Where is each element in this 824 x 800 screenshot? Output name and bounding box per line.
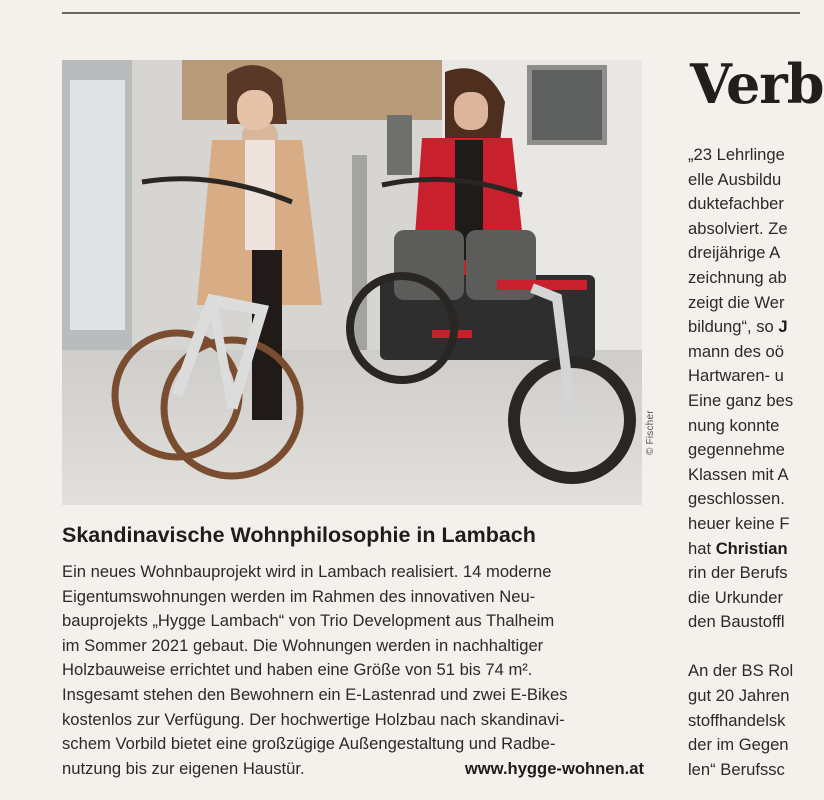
right-line: zeigt die Wer — [688, 292, 785, 312]
right-line: elle Ausbildu — [688, 169, 782, 189]
body-line: nutzung bis zur eigenen Haustür. — [62, 758, 305, 778]
right-line: gegennehme — [688, 440, 785, 460]
paragraph-gap — [688, 635, 793, 660]
article-headline: Skandinavische Wohnphilosophie in Lambach — [62, 523, 536, 547]
right-line: „23 Lehrlinge — [688, 145, 785, 164]
body-line: Eigentumswohnungen werden im Rahmen des innovativen Neu- — [62, 586, 536, 606]
body-line: bauprojekts „Hygge Lambach“ von Trio Development aus Thalheim — [62, 611, 555, 631]
right-line: zeichnung ab — [688, 267, 787, 287]
bold-name-christian: Christian — [715, 538, 788, 558]
right-line: An der BS Rol — [688, 661, 794, 681]
right-line: bildung“, so — [688, 317, 779, 337]
bold-name-j: J — [778, 317, 788, 337]
right-line-bold-j — [688, 315, 793, 340]
article-body — [62, 560, 644, 781]
right-line: hat — [688, 538, 716, 558]
photo-credit: © Fischer — [645, 410, 656, 455]
right-line: duktefachber — [688, 194, 784, 214]
right-line: Hartwaren- u — [688, 366, 784, 386]
right-article-body — [688, 143, 793, 782]
right-line: der im Gegen — [688, 735, 789, 755]
top-rule — [62, 12, 800, 14]
article-url[interactable]: www.hygge-wohnen.at — [464, 758, 644, 778]
body-line: Insgesamt stehen den Bewohnern ein E-Lastenrad und zwei E-Bikes — [62, 684, 568, 704]
right-line: len“ Berufssc — [688, 759, 785, 779]
body-line: Ein neues Wohnbauprojekt wird in Lambach realisiert. 14 moderne — [62, 562, 552, 581]
photo-illustration — [62, 60, 642, 505]
right-line: gut 20 Jahren — [688, 686, 790, 706]
right-line-bold-christian — [688, 537, 793, 562]
right-line: Eine ganz bes — [688, 390, 794, 410]
right-article-title: Verb — [690, 52, 824, 116]
right-line: stoffhandelsk — [688, 710, 786, 730]
right-line: absolviert. Ze — [688, 218, 788, 238]
body-line: im Sommer 2021 gebaut. Die Wohnungen werden in nachhaltiger — [62, 635, 544, 655]
body-line: schem Vorbild bietet eine großzügige Außengestaltung und Radbe- — [62, 734, 556, 754]
right-line: mann des oö — [688, 341, 784, 361]
right-line: rin der Berufs — [688, 563, 788, 583]
right-line: heuer keine F — [688, 513, 790, 533]
right-line: nung konnte — [688, 415, 780, 435]
body-line-last — [62, 757, 644, 782]
body-line: Holzbauweise errichtet und haben eine Größe von 51 bis 74 m². — [62, 660, 533, 680]
body-line: kostenlos zur Verfügung. Der hochwertige Holzbau nach skandinavi- — [62, 709, 565, 729]
right-line: die Urkunder — [688, 587, 784, 607]
article-photo — [62, 60, 642, 505]
right-line: den Baustoffl — [688, 612, 785, 632]
right-line: dreijährige A — [688, 243, 781, 263]
right-line: geschlossen. — [688, 489, 785, 509]
right-line: Klassen mit A — [688, 464, 789, 484]
